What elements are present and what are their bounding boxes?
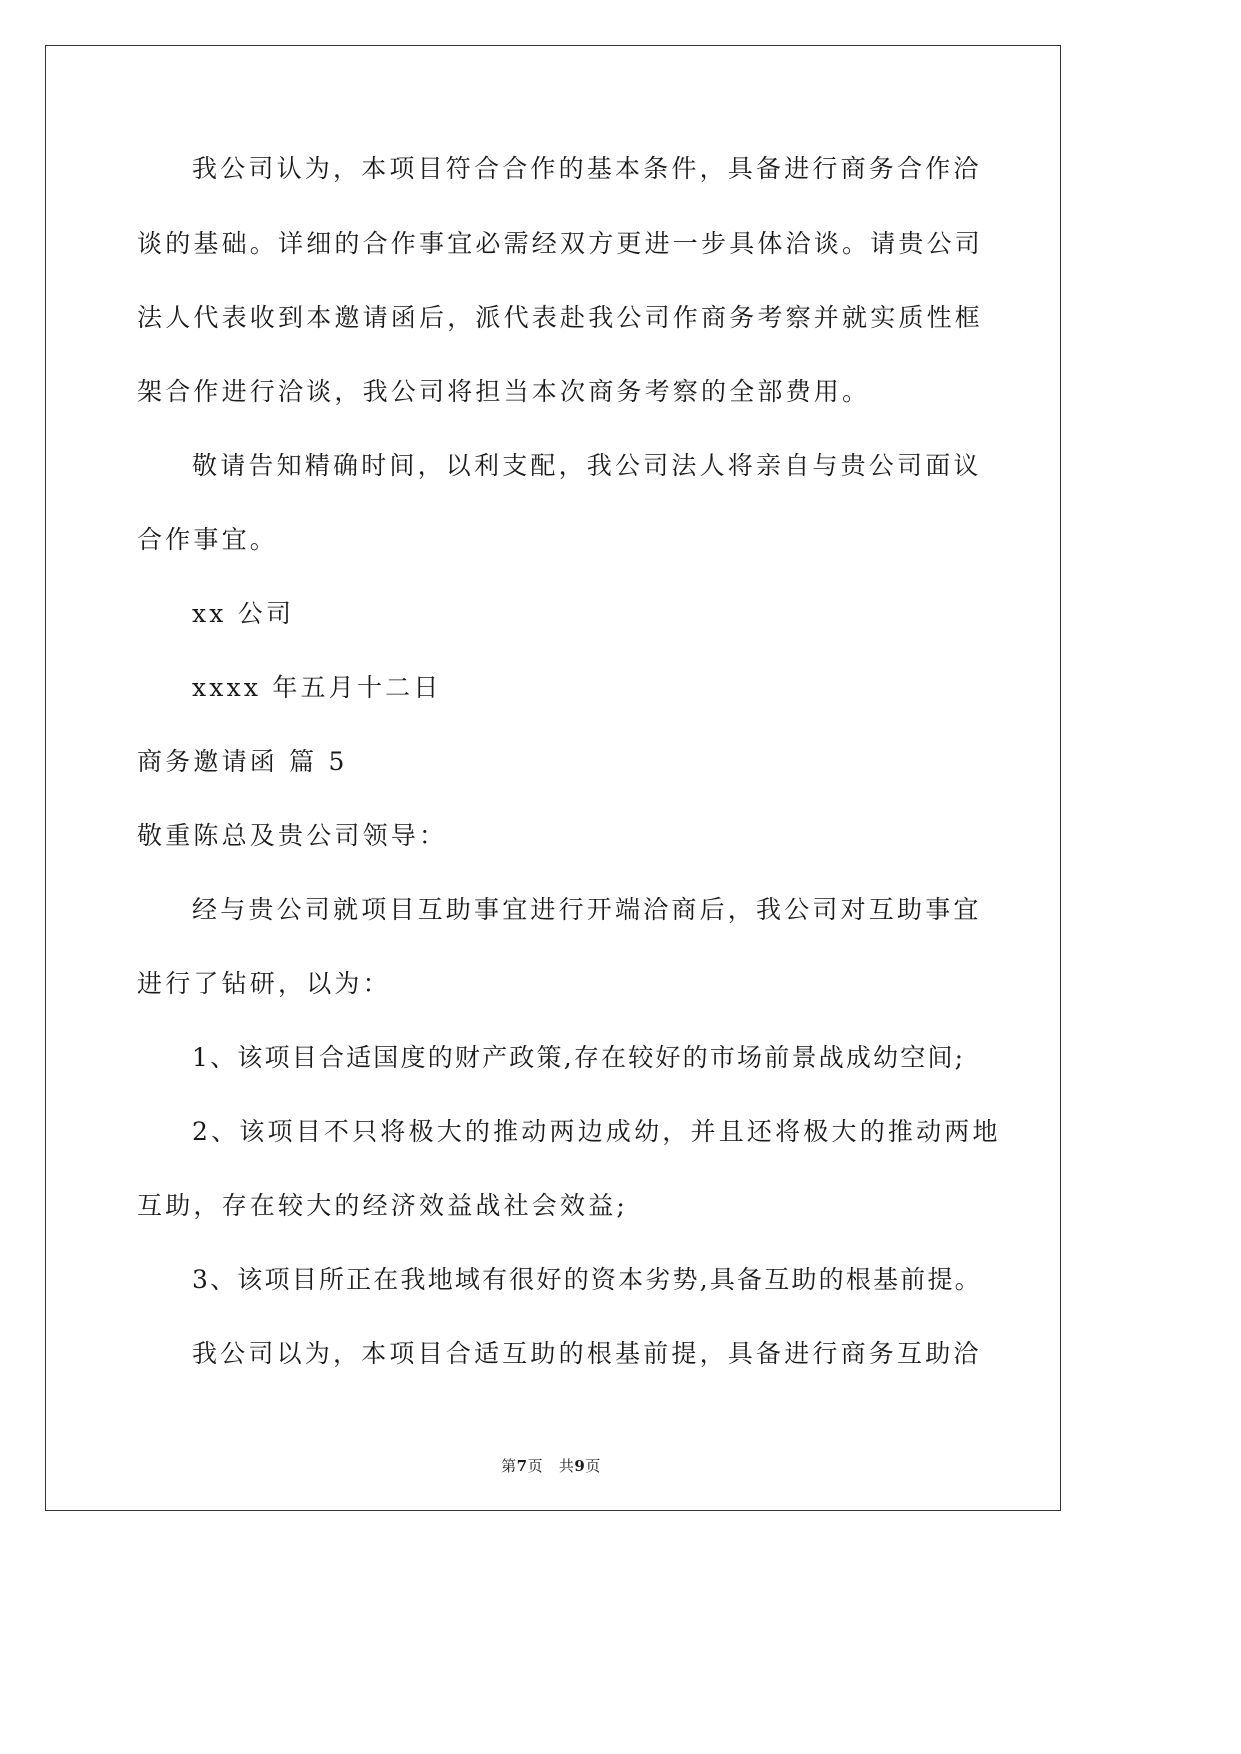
page-footer [0, 1455, 1102, 1476]
paragraph-line: 合作事宜。 [137, 525, 279, 554]
footer-prefix: 第 [501, 1457, 517, 1475]
salutation: 敬重陈总及贵公司领导： [137, 821, 448, 850]
paragraph-line: 经与贵公司就项目互助事宜进行开端洽商后，我公司对互助事宜 [192, 895, 982, 924]
signature-company: xx 公司 [192, 599, 295, 628]
footer-page-word: 页 [527, 1457, 544, 1475]
footer-total-prefix: 共 [558, 1457, 575, 1475]
paragraph-line: 法人代表收到本邀请函后，派代表赴我公司作商务考察并就实质性框 [137, 303, 984, 332]
paragraph-line: 架合作进行洽谈，我公司将担当本次商务考察的全部费用。 [137, 377, 871, 406]
total-pages-number: 9 [574, 1457, 586, 1475]
footer-total-suffix: 页 [585, 1457, 601, 1475]
paragraph-line: 谈的基础。详细的合作事宜必需经双方更进一步具体洽谈。请贵公司 [137, 229, 984, 258]
list-item: 1、该项目合适国度的财产政策,存在较好的市场前景战成幼空间; [192, 1043, 966, 1072]
signature-date: xxxx 年五月十二日 [192, 673, 442, 702]
paragraph-line: 进行了钻研，以为： [137, 969, 391, 998]
paragraph-line: 我公司认为，本项目符合合作的基本条件，具备进行商务合作洽 [192, 154, 982, 183]
list-item: 3、该项目所正在我地域有很好的资本劣势,具备互助的根基前提。 [192, 1265, 982, 1294]
paragraph-line: 我公司以为，本项目合适互助的根基前提，具备进行商务互助洽 [192, 1339, 982, 1368]
paragraph-line: 敬请告知精确时间，以利支配，我公司法人将亲自与贵公司面议 [192, 451, 982, 480]
current-page-number: 7 [516, 1457, 528, 1475]
list-item: 2、该项目不只将极大的推动两边成幼，并且还将极大的推动两地 [192, 1117, 1001, 1146]
section-heading: 商务邀请函 篇 5 [137, 747, 348, 776]
paragraph-line: 互助，存在较大的经济效益战社会效益; [137, 1191, 629, 1220]
